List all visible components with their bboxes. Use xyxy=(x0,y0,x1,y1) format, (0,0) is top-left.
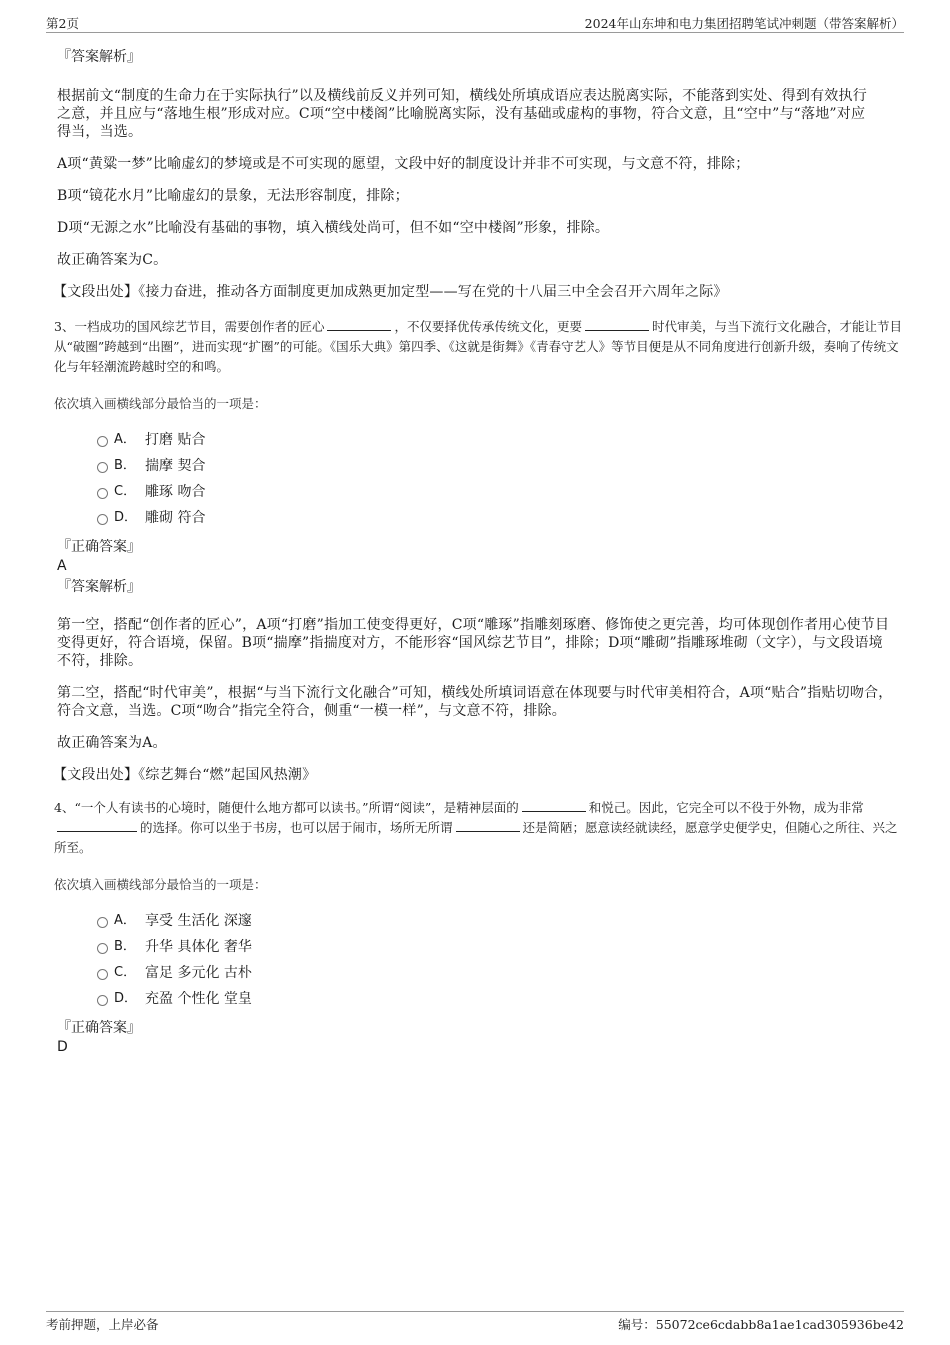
q4-stem-text: 和悦己。因此，它完全可以不役于外物，成为非常 xyxy=(588,800,864,815)
option-letter: D． xyxy=(114,510,138,525)
answer-blank xyxy=(456,819,520,832)
q2-conclusion: 故正确答案为C。 xyxy=(57,252,168,268)
q3-correct-answer: A xyxy=(57,558,67,574)
q3-option-c[interactable] xyxy=(57,479,902,505)
page-content xyxy=(53,40,902,1056)
q4-option-d[interactable] xyxy=(57,986,902,1012)
option-letter: C． xyxy=(114,484,137,499)
q3-option-a[interactable] xyxy=(57,427,902,453)
q3-stem-text: 时代审美，与当下流行文化融合，才能让节目从“破圈”跨越到“出圈”，进而实现“扩圈”的可能。《国乐大典》第四季、《这就是街舞》《青春守艺人》等节目便是从不同角度进行创新升级，奏响了传统文化与年轻潮流跨越时空的和鸣。 xyxy=(54,319,902,374)
q3-prompt: 依次填入画横线部分最恰当的一项是： xyxy=(54,396,267,411)
radio-icon[interactable] xyxy=(97,488,108,499)
q3-analysis-paragraph: 第一空，搭配“创作者的匠心”，A项“打磨”指加工使变得更好，C项“雕琢”指雕刻琢磨、修饰使之更完善，均可体现创作者用心使节目变得更好，符合语境，保留。B项“揣摩”指揣度对方，不能形容“国风综艺节目”，排除；D项“雕砌”指雕琢堆砌（文字），与文段语境不符，排除。 xyxy=(57,617,890,669)
q4-stem-text: 的选择。你可以坐于书房，也可以居于闹市，场所无所谓 xyxy=(140,820,453,835)
page-header xyxy=(46,12,904,33)
q4-correct-heading: 『正确答案』 xyxy=(57,1020,141,1036)
radio-icon[interactable] xyxy=(97,917,108,928)
q4-stem-text: 4、“一个人有读书的心境时，随便什么地方都可以读书。”所谓“阅读”，是精神层面的 xyxy=(54,800,519,815)
radio-icon[interactable] xyxy=(97,436,108,447)
option-text: 打磨 贴合 xyxy=(145,432,206,448)
q4-prompt: 依次填入画横线部分最恰当的一项是： xyxy=(54,877,267,892)
radio-icon[interactable] xyxy=(97,514,108,525)
q4-stem xyxy=(54,798,902,858)
q2-analysis-paragraph: 根据前文“制度的生命力在于实际执行”以及横线前反义并列可知，横线处所填成语应表达脱离实际，不能落到实处、得到有效执行之意，并且应与“落地生根”形成对应。C项“空中楼阁”比喻脱离实际，没有基础或虚构的事物，符合文意，且“空中”与“落地”对应得当，当选。 xyxy=(57,88,867,140)
option-letter: A． xyxy=(114,432,136,447)
q3-options xyxy=(57,427,902,531)
answer-blank xyxy=(327,318,391,331)
q3-stem-text: 3、一档成功的国风综艺节目，需要创作者的匠心 xyxy=(54,319,325,334)
option-text: 富足 多元化 古朴 xyxy=(145,965,252,981)
q2-source: 【文段出处】《接力奋进，推动各方面制度更加成熟更加定型——写在党的十八届三中全会召开六周年之际》 xyxy=(53,284,728,300)
q3-stem xyxy=(54,317,902,377)
q3-correct-heading: 『正确答案』 xyxy=(57,539,141,555)
option-text: 升华 具体化 奢华 xyxy=(145,939,252,955)
q3-option-d[interactable] xyxy=(57,505,902,531)
radio-icon[interactable] xyxy=(97,943,108,954)
q3-source: 【文段出处】《综艺舞台“燃”起国风热潮》 xyxy=(53,767,317,783)
document-code: 编号：55072ce6cdabb8a1ae1cad305936be42 xyxy=(618,1317,904,1332)
q4-stem-text: 还是简陋；愿意读经就读经，愿意学史便学史，但随心之所往、兴之所至。 xyxy=(54,820,898,855)
radio-icon[interactable] xyxy=(97,969,108,980)
document-title: 2024年山东坤和电力集团招聘笔试冲刺题（带答案解析） xyxy=(584,16,904,31)
q2-analysis-heading: 『答案解析』 xyxy=(57,49,141,65)
answer-blank xyxy=(522,799,586,812)
option-text: 雕琢 吻合 xyxy=(145,484,206,500)
option-text: 享受 生活化 深邃 xyxy=(145,913,252,929)
option-text: 雕砌 符合 xyxy=(145,510,206,526)
q3-analysis-paragraph: 第二空，搭配“时代审美”，根据“与当下流行文化融合”可知，横线处所填词语意在体现要与时代审美相符合，A项“贴合”指贴切吻合，符合文意，当选。C项“吻合”指完全符合，侧重“一模一样”，与文意不符，排除。 xyxy=(57,685,893,719)
q2-analysis-paragraph: D项“无源之水”比喻没有基础的事物，填入横线处尚可，但不如“空中楼阁”形象，排除。 xyxy=(57,220,610,236)
q2-analysis-paragraph: A项“黄粱一梦”比喻虚幻的梦境或是不可实现的愿望，文段中好的制度设计并非不可实现，与文意不符，排除； xyxy=(57,156,750,172)
option-letter: B． xyxy=(114,939,136,954)
q4-correct-answer: D xyxy=(57,1039,68,1055)
q3-option-b[interactable] xyxy=(57,453,902,479)
q3-conclusion: 故正确答案为A。 xyxy=(57,735,167,751)
q4-option-b[interactable] xyxy=(57,934,902,960)
option-letter: C． xyxy=(114,965,137,980)
radio-icon[interactable] xyxy=(97,995,108,1006)
option-text: 充盈 个性化 堂皇 xyxy=(145,991,252,1007)
q3-analysis-heading: 『答案解析』 xyxy=(57,579,141,595)
q4-options xyxy=(57,908,902,1012)
q4-option-a[interactable] xyxy=(57,908,902,934)
q3-stem-text: ，不仅要择优传承传统文化，更要 xyxy=(394,319,582,334)
option-letter: B． xyxy=(114,458,136,473)
footer-slogan: 考前押题，上岸必备 xyxy=(46,1317,159,1332)
option-text: 揣摩 契合 xyxy=(145,458,206,474)
q2-analysis-paragraph: B项“镜花水月”比喻虚幻的景象，无法形容制度，排除； xyxy=(57,188,409,204)
answer-blank xyxy=(57,819,137,832)
option-letter: D． xyxy=(114,991,138,1006)
q4-option-c[interactable] xyxy=(57,960,902,986)
option-letter: A． xyxy=(114,913,136,928)
radio-icon[interactable] xyxy=(97,462,108,473)
page-footer xyxy=(46,1311,904,1336)
answer-blank xyxy=(585,318,649,331)
page-number: 第2页 xyxy=(46,16,79,31)
